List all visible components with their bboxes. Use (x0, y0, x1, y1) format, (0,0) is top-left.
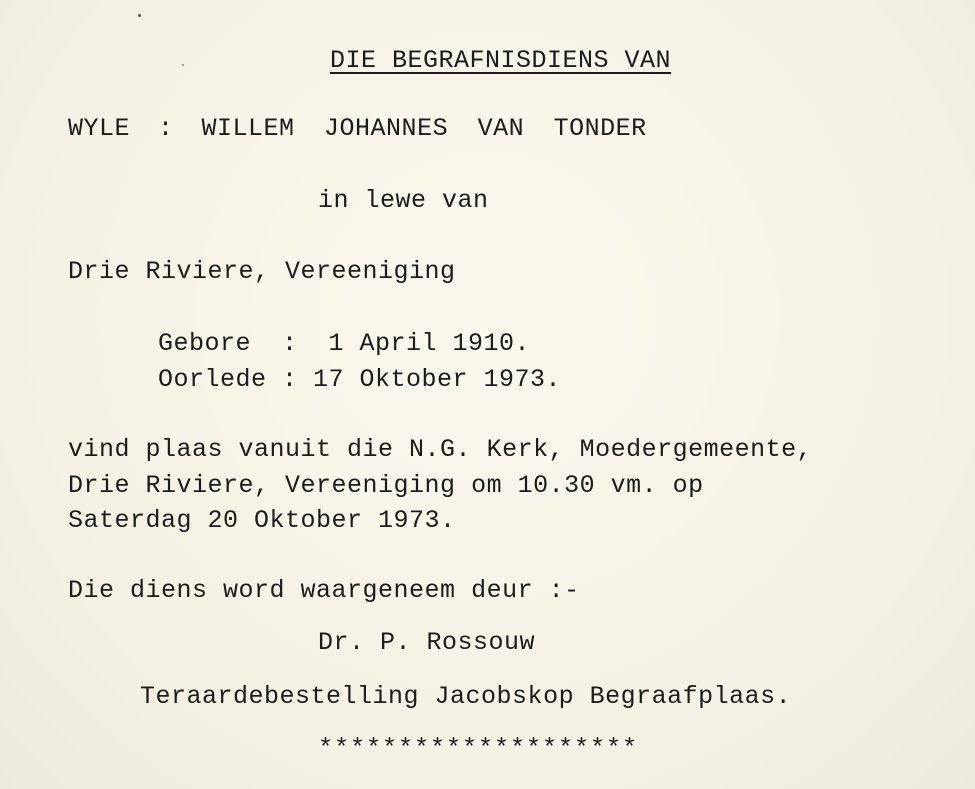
document-title: DIE BEGRAFNISDIENS VAN (330, 46, 672, 75)
officiated-by: Die diens word waargeneem deur :- (68, 576, 580, 605)
in-lewe-van: in lewe van (318, 186, 489, 215)
residence: Drie Riviere, Vereeniging (68, 257, 456, 286)
deceased-name: WILLEM JOHANNES VAN TONDER (201, 114, 647, 143)
burial-location: Teraardebestelling Jacobskop Begraafplaas. (140, 682, 792, 711)
born-date: Gebore : 1 April 1910. (158, 329, 531, 358)
paper-speck (182, 64, 184, 66)
wyle-separator: : (158, 114, 174, 143)
divider-asterisks: ******************** (318, 734, 639, 763)
death-date: Oorlede : 17 Oktober 1973. (158, 365, 562, 394)
service-line-1: vind plaas vanuit die N.G. Kerk, Moedergemeente, (68, 435, 813, 464)
service-line-3: Saterdag 20 Oktober 1973. (68, 506, 456, 535)
service-line-2: Drie Riviere, Vereeniging om 10.30 vm. op (68, 471, 704, 500)
wyle-label: WYLE (68, 114, 131, 143)
paper-speck (138, 14, 141, 17)
deceased-line (68, 112, 647, 146)
minister-name: Dr. P. Rossouw (318, 628, 536, 657)
